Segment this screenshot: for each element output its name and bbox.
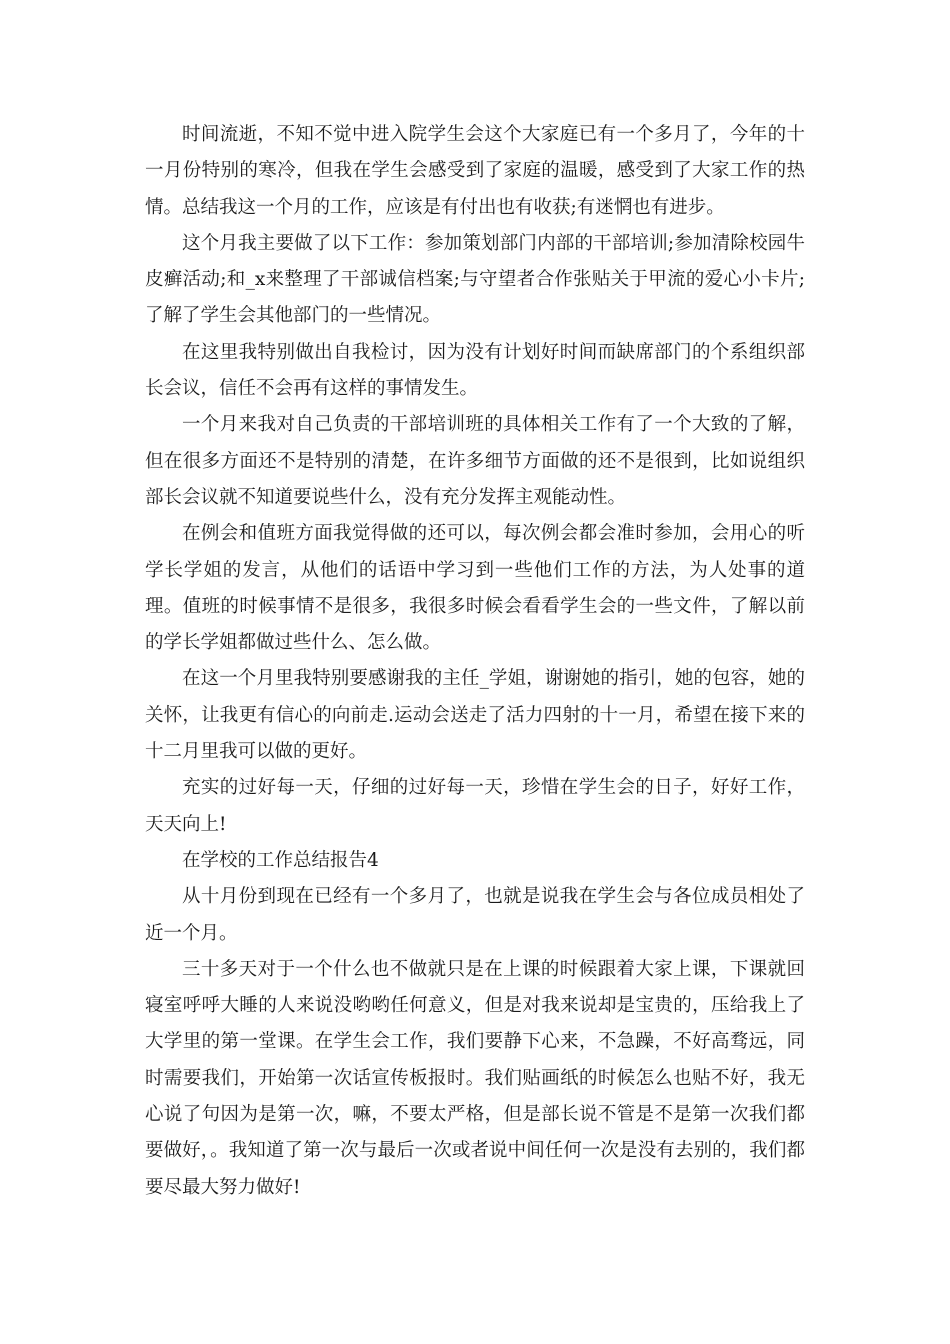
paragraph-1: 时间流逝，不知不觉中进入院学生会这个大家庭已有一个多月了，今年的十一月份特别的寒冷，但我在学生会感受到了家庭的温暖，感受到了大家工作的热情。总结我这一个月的工作，应该是有付出也有收获;有迷惘也有进步。 [145, 124, 805, 218]
document-page [145, 117, 805, 1206]
paragraph-3: 在这里我特别做出自我检讨，因为没有计划好时间而缺席部门的个系组织部长会议，信任不会再有这样的事情发生。 [145, 341, 805, 400]
paragraph-7: 充实的过好每一天，仔细的过好每一天，珍惜在学生会的日子，好好工作，天天向上! [145, 777, 805, 835]
section-paragraph-2: 三十多天对于一个什么也不做就只是在上课的时候跟着大家上课，下课就回寝室呼呼大睡的人来说没哟哟任何意义，但是对我来说却是宝贵的，压给我上了大学里的第一堂课。在学生会工作，我们要静下心来，不急躁，不好高骛远，同时需要我们，开始第一次话宣传板报时。我们贴画纸的时候怎么也贴不好，我无心说了句因为是第一次，嘛，不要太严格，但是部长说不管是不是第一次我们都要做好，。我知道了第一次与最后一次或者说中间任何一次是没有去别的，我们都要尽最大努力做好! [145, 958, 805, 1198]
paragraph-6: 在这一个月里我特别要感谢我的主任_学姐，谢谢她的指引，她的包容，她的关怀，让我更有信心的向前走.运动会送走了活力四射的十一月，希望在接下来的十二月里我可以做的更好。 [145, 668, 805, 763]
paragraph-2: 这个月我主要做了以下工作：参加策划部门内部的干部培训;参加清除校园牛皮癣活动;和_x来整理了干部诚信档案;与守望者合作张贴关于甲流的爱心小卡片;了解了学生会其他部门的一些情况。 [145, 232, 805, 327]
section-paragraph-1: 从十月份到现在已经有一个多月了，也就是说我在学生会与各位成员相处了近一个月。 [145, 886, 805, 944]
paragraph-4: 一个月来我对自己负责的干部培训班的具体相关工作有了一个大致的了解，但在很多方面还不是特别的清楚，在许多细节方面做的还不是很到，比如说组织部长会议就不知道要说些什么，没有充分发挥主观能动性。 [145, 414, 805, 508]
paragraph-5: 在例会和值班方面我觉得做的还可以，每次例会都会准时参加，会用心的听学长学姐的发言，从他们的话语中学习到一些他们工作的方法，为人处事的道理。值班的时候事情不是很多，我很多时候会看看学生会的一些文件，了解以前的学长学姐都做过些什么、怎么做。 [145, 523, 805, 654]
section-heading: 在学校的工作总结报告4 [182, 849, 379, 871]
